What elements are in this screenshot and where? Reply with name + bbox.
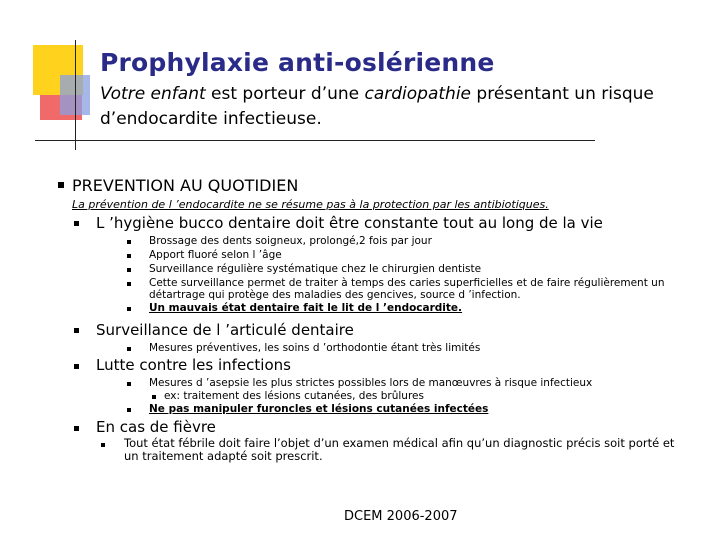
hygiene-item-continued: détartrage qui protège des maladies des gencives, source d ’infection.	[149, 289, 521, 301]
decoration-vertical-line	[75, 40, 76, 150]
hygiene-bullet-icon	[74, 221, 79, 226]
hygiene-heading-b: doit être constante tout au long de la vie	[290, 214, 603, 232]
hygiene-item-bullet-icon	[127, 240, 131, 244]
infections-item-bullet-icon	[127, 408, 131, 412]
articule-item: Mesures préventives, les soins d ’orthodontie étant très limités	[149, 342, 481, 354]
infections-heading: Lutte contre les infections	[96, 356, 291, 374]
fievre-item-bullet-icon	[101, 443, 105, 447]
hygiene-item-bullet-icon	[127, 254, 131, 258]
articule-item-bullet-icon	[127, 347, 131, 351]
hygiene-item: Apport fluoré selon l ’âge	[149, 249, 282, 261]
hygiene-item: Surveillance régulière systématique chez le chirurgien dentiste	[149, 263, 482, 275]
hygiene-item-bullet-icon	[127, 307, 131, 311]
hygiene-heading	[96, 214, 603, 232]
fievre-line2: un traitement adapté soit prescrit.	[124, 449, 323, 463]
infections-subitem: ex: traitement des lésions cutanées, des brûlures	[164, 390, 424, 402]
subtitle-part3: cardiopathie	[364, 84, 472, 104]
infections-subitem-bullet-icon	[152, 395, 156, 399]
infections-item-emphasis: Ne pas manipuler furoncles et lésions cutanées infectées	[149, 403, 489, 415]
hygiene-item: Cette surveillance permet de traiter à temps des caries superficielles et de faire régulièrement un	[149, 277, 665, 289]
page-title: Prophylaxie anti-oslérienne	[100, 48, 495, 77]
section-bullet-icon	[58, 182, 64, 188]
section-heading: PREVENTION AU QUOTIDIEN	[72, 176, 299, 195]
infections-bullet-icon	[74, 364, 79, 369]
fievre-bullet-icon	[74, 426, 79, 431]
articule-heading: Surveillance de l ’articulé dentaire	[96, 321, 354, 339]
hygiene-item: Brossage des dents soigneux, prolongé,2 fois par jour	[149, 235, 432, 247]
hygiene-item-bullet-icon	[127, 282, 131, 286]
fievre-heading: En cas de fièvre	[96, 418, 216, 436]
decoration-horizontal-line	[35, 140, 595, 141]
subtitle-part2: est porteur d’une	[205, 84, 365, 104]
articule-bullet-icon	[74, 328, 79, 333]
subtitle-part1: Votre enfant	[100, 84, 206, 104]
hygiene-item-emphasis: Un mauvais état dentaire fait le lit de l ’endocardite.	[149, 302, 463, 314]
infections-item: Mesures d ’asepsie les plus strictes possibles lors de manœuvres à risque infectieux	[149, 377, 593, 389]
infections-item-bullet-icon	[127, 382, 131, 386]
subtitle-line2: d’endocardite infectieuse.	[100, 109, 322, 129]
footer-label: DCEM 2006-2007	[344, 509, 458, 524]
hygiene-item-bullet-icon	[127, 268, 131, 272]
section-note: La prévention de l ’endocardite ne se résume pas à la protection par les antibiotiques.	[72, 198, 549, 211]
fievre-line1: Tout état fébrile doit faire l’objet d’un examen médical afin qu’un diagnostic précis soit porté et	[124, 436, 675, 450]
subtitle	[100, 82, 690, 132]
subtitle-part4: présentant un risque	[471, 84, 654, 104]
hygiene-heading-a: L ’hygiène bucco dentaire	[96, 214, 291, 232]
